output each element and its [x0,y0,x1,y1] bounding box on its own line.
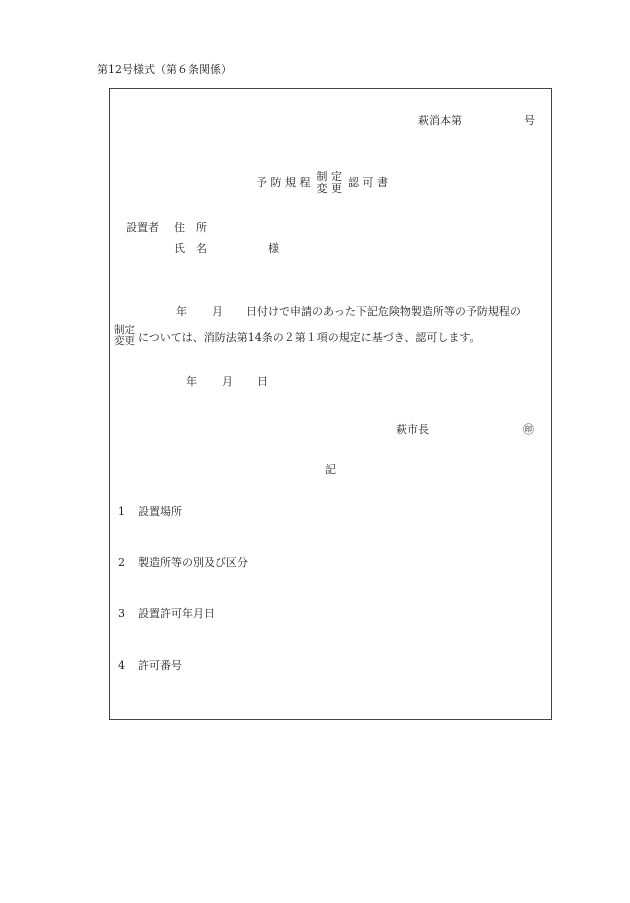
item-4-label: 許可番号 [138,659,182,672]
honorific: 様 [268,242,279,255]
item-2-number: 2 [118,556,125,569]
item-3-number: 3 [118,607,125,620]
body-choice-establish: 制定 [114,324,135,336]
body-choice-change: 変更 [114,334,135,347]
issuer-seal: ㊞ [523,423,534,436]
form-number: 第12号様式（第６条関係） [97,63,232,76]
body-year: 年 [176,305,187,318]
item-1-number: 1 [118,505,125,518]
item-1-label: 設置場所 [138,505,182,518]
doc-number-prefix: 萩消本第 [418,114,462,127]
doc-number-suffix: 号 [524,114,535,127]
date-year: 年 [186,375,197,388]
title-choice-change: 変 更 [316,181,342,195]
title-choice-establish: 制 定 [316,170,342,183]
ki-heading: 記 [325,463,336,476]
issuer-title: 萩市長 [396,423,429,436]
name-label: 氏 名 [174,242,207,255]
date-day: 日 [257,375,268,388]
address-label: 住 所 [174,221,207,234]
body-line1: 日付けで申請のあった下記危険物製造所等の予防規程の [246,305,521,318]
body-line2: については、消防法第14条の２第１項の規定に基づき、認可します。 [138,331,481,344]
item-3-label: 設置許可年月日 [138,607,215,620]
document-title [256,171,388,194]
body-month: 月 [212,305,223,318]
installer-label: 設置者 [126,221,159,234]
date-month: 月 [222,375,233,388]
title-pre: 予 防 規 程 [256,176,311,190]
item-2-label: 製造所等の別及び区分 [138,556,248,569]
item-4-number: 4 [118,659,125,672]
body-choice [114,324,135,346]
title-post: 認 可 書 [348,176,388,190]
title-choice [317,171,343,194]
